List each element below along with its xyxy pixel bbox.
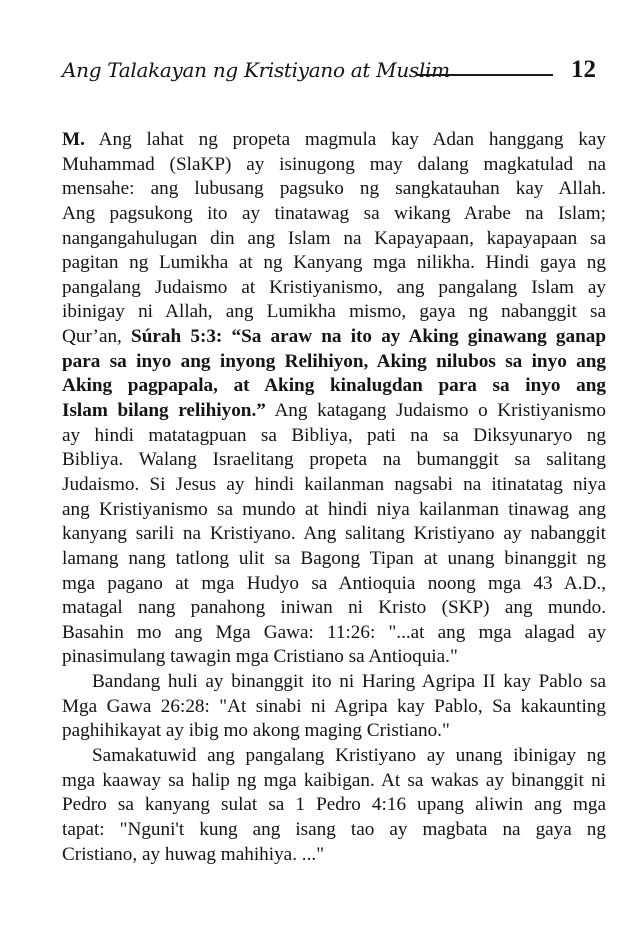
text-line: Ang pagsukong ito ay tinatawag sa wikang Arabe na Islam; bbox=[62, 202, 606, 224]
text-line: Mga Gawa 26:28: "At sinabi ni Agripa kay Pablo, Sa kakaunting bbox=[62, 695, 606, 717]
text-line: Aking pagpapala, at Aking kinalugdan para sa inyo ang bbox=[62, 375, 606, 397]
text-line: nangangahulugan din ang Islam na Kapayapaan, kapayapaan sa bbox=[62, 227, 606, 249]
text-line bbox=[62, 325, 606, 350]
quoted-verse-start: Súrah 5:3: “Sa araw na ito ay Aking ginawang ganap bbox=[131, 326, 607, 348]
text-line: pagitan ng Lumikha at ng Kanyang mga nilikha. Hindi gaya ng bbox=[62, 252, 606, 274]
text-line: ang Kristiyanismo sa mundo at hindi niya kailanman tinawag ang bbox=[62, 498, 606, 520]
text-line: pangalang Judaismo at Kristiyanismo, ang pangalang Islam ay bbox=[62, 276, 606, 298]
text-line: mga kaaway sa halip ng mga kaibigan. At sa wakas ay binanggit ni bbox=[62, 769, 606, 791]
text-line: Bandang huli ay binanggit ito ni Haring Agripa II kay Pablo sa bbox=[92, 671, 606, 693]
text-line: lamang nang tatlong ulit sa Bagong Tipan at unang binanggit ng bbox=[62, 547, 606, 569]
text-line: ibinigay ni Allah, ang Lumikha mismo, gaya ng nabanggit sa bbox=[62, 301, 606, 323]
text-line: Cristiano, ay huwag mahihiya. ..." bbox=[62, 843, 325, 865]
text-line: matagal nang panahong iniwan ni Kristo (SKP) ang mundo. bbox=[62, 597, 606, 619]
text-line: ay hindi matatagpuan sa Bibliya, pati na sa Diksyunaryo ng bbox=[62, 424, 606, 446]
text-line: mga pagano at mga Hudyo sa Antioquia noong mga 43 A.D., bbox=[62, 572, 606, 594]
text-line bbox=[62, 128, 606, 153]
text-line bbox=[62, 399, 606, 424]
text-line: Muhammad (SlaKP) ay isinugong may dalang magkatulad na bbox=[62, 153, 606, 175]
quoted-verse-end: Islam bilang relihiyon.” bbox=[62, 400, 266, 422]
text-line: Judaismo. Si Jesus ay hindi kailanman nagsabi na itinatatag niya bbox=[62, 473, 606, 495]
text-line: mensahe: ang lubusang pagsuko ng sangkatauhan kay Allah. bbox=[62, 178, 606, 200]
page-number: 12 bbox=[571, 56, 596, 83]
paragraph-marker: M. bbox=[62, 129, 85, 150]
body-text bbox=[62, 128, 606, 867]
text-line-rest: Ang lahat ng propeta magmula kay Adan hanggang kay bbox=[98, 129, 606, 150]
running-header bbox=[62, 52, 600, 92]
running-title: Ang Talakayan ng Kristiyano at Muslim bbox=[62, 58, 450, 82]
text-line: para sa inyo ang inyong Relihiyon, Aking nilubos sa inyo ang bbox=[62, 350, 606, 372]
text-line: kanyang sarili na Kristiyano. Ang salitang Kristiyano ay nabanggit bbox=[62, 523, 606, 545]
text-line: Samakatuwid ang pangalang Kristiyano ay unang ibinigay ng bbox=[92, 745, 606, 767]
text-line: pinasimulang tawagin mga Cristiano sa Antioquia." bbox=[62, 646, 458, 668]
header-rule bbox=[417, 74, 553, 76]
text-line: paghihikayat ay ibig mo akong maging Cristiano." bbox=[62, 720, 450, 742]
text-line: Basahin mo ang Mga Gawa: 11:26: "...at ang mga alagad ay bbox=[62, 621, 606, 643]
text-line: Bibliya. Walang Israelitang propeta na bumanggit sa salitang bbox=[62, 449, 606, 471]
text-line: tapat: "Nguni't kung ang isang tao ay magbata na gaya ng bbox=[62, 818, 606, 840]
text-line-start: Qur’an, bbox=[62, 326, 122, 348]
text-line: Pedro sa kanyang sulat sa 1 Pedro 4:16 upang aliwin ang mga bbox=[62, 794, 606, 816]
text-line-rest: Ang katagang Judaismo o Kristiyanismo bbox=[274, 400, 606, 422]
